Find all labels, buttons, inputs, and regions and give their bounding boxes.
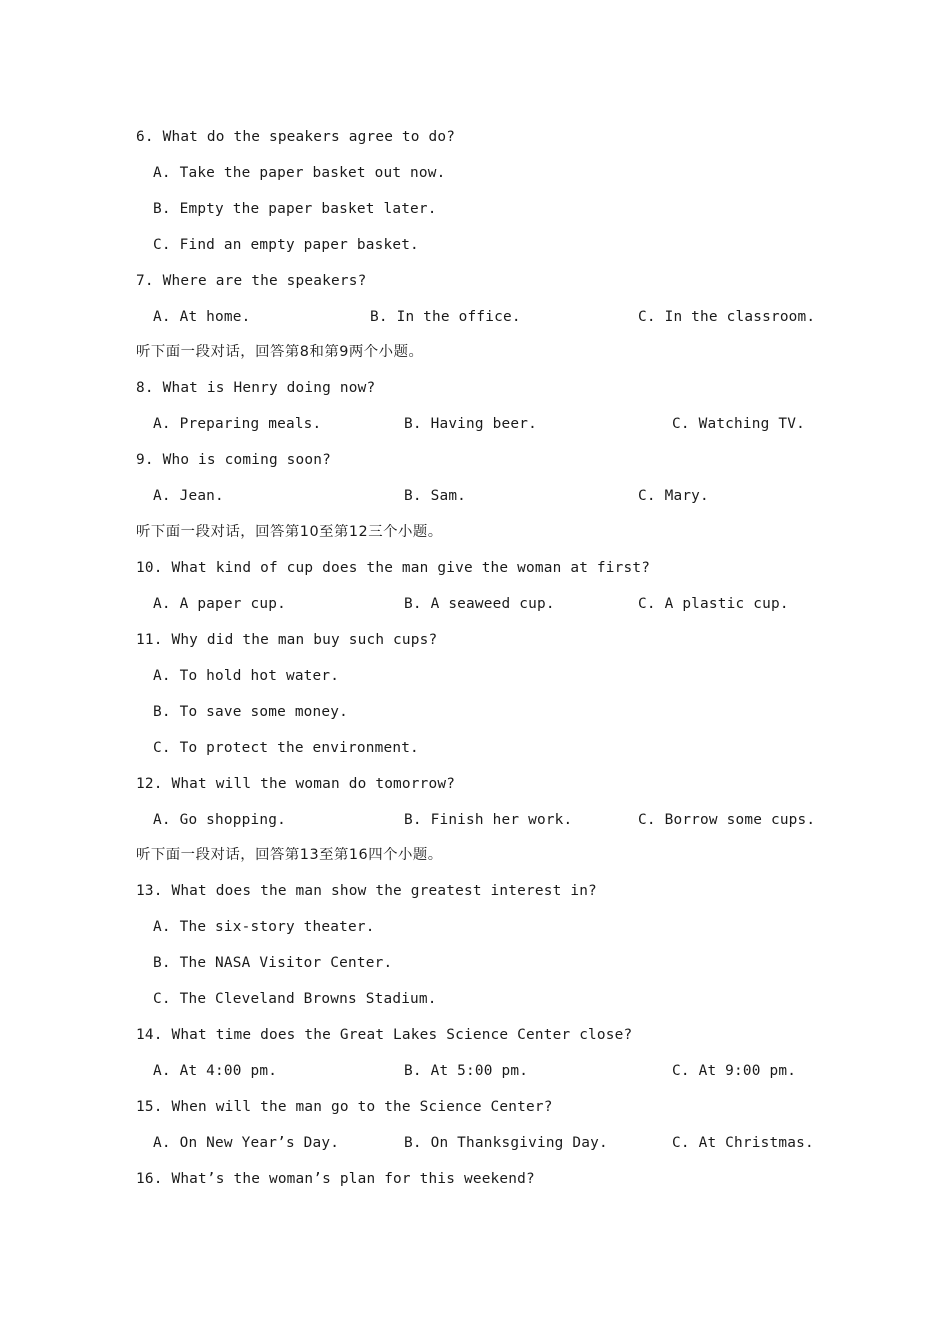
option-11a: A. To hold hot water. — [153, 668, 340, 684]
option-15c: C. At Christmas. — [672, 1135, 814, 1151]
option-12b: B. Finish her work. — [404, 812, 573, 828]
section-instruction-8-9: 听下面一段对话，回答第8和第9两个小题。 — [136, 344, 424, 360]
question-14: 14. What time does the Great Lakes Science Center close? — [136, 1027, 633, 1043]
option-6b: B. Empty the paper basket later. — [153, 201, 437, 217]
option-8b: B. Having beer. — [404, 416, 537, 432]
option-7b: B. In the office. — [370, 309, 521, 325]
question-13: 13. What does the man show the greatest interest in? — [136, 883, 597, 899]
option-14c: C. At 9:00 pm. — [672, 1063, 797, 1079]
option-10c: C. A plastic cup. — [638, 596, 789, 612]
option-15a: A. On New Year’s Day. — [153, 1135, 340, 1151]
question-7: 7. Where are the speakers? — [136, 273, 367, 289]
option-12c: C. Borrow some cups. — [638, 812, 816, 828]
option-13c: C. The Cleveland Browns Stadium. — [153, 991, 437, 1007]
option-15b: B. On Thanksgiving Day. — [404, 1135, 608, 1151]
question-6: 6. What do the speakers agree to do? — [136, 129, 456, 145]
option-6a: A. Take the paper basket out now. — [153, 165, 446, 181]
option-6c: C. Find an empty paper basket. — [153, 237, 419, 253]
question-15: 15. When will the man go to the Science Center? — [136, 1099, 553, 1115]
option-9c: C. Mary. — [638, 488, 709, 504]
option-7a: A. At home. — [153, 309, 251, 325]
option-9a: A. Jean. — [153, 488, 224, 504]
question-9: 9. Who is coming soon? — [136, 452, 332, 468]
option-9b: B. Sam. — [404, 488, 467, 504]
option-13b: B. The NASA Visitor Center. — [153, 955, 393, 971]
section-instruction-10-12: 听下面一段对话，回答第10至第12三个小题。 — [136, 524, 443, 540]
option-14a: A. At 4:00 pm. — [153, 1063, 278, 1079]
section-instruction-13-16: 听下面一段对话，回答第13至第16四个小题。 — [136, 847, 443, 863]
option-11c: C. To protect the environment. — [153, 740, 419, 756]
question-12: 12. What will the woman do tomorrow? — [136, 776, 456, 792]
option-8c: C. Watching TV. — [672, 416, 805, 432]
option-11b: B. To save some money. — [153, 704, 349, 720]
option-12a: A. Go shopping. — [153, 812, 286, 828]
option-14b: B. At 5:00 pm. — [404, 1063, 529, 1079]
option-10b: B. A seaweed cup. — [404, 596, 555, 612]
option-7c: C. In the classroom. — [638, 309, 816, 325]
question-8: 8. What is Henry doing now? — [136, 380, 376, 396]
option-8a: A. Preparing meals. — [153, 416, 322, 432]
question-16: 16. What’s the woman’s plan for this weekend? — [136, 1171, 535, 1187]
option-13a: A. The six-story theater. — [153, 919, 375, 935]
option-10a: A. A paper cup. — [153, 596, 286, 612]
question-10: 10. What kind of cup does the man give the woman at first? — [136, 560, 651, 576]
question-11: 11. Why did the man buy such cups? — [136, 632, 438, 648]
